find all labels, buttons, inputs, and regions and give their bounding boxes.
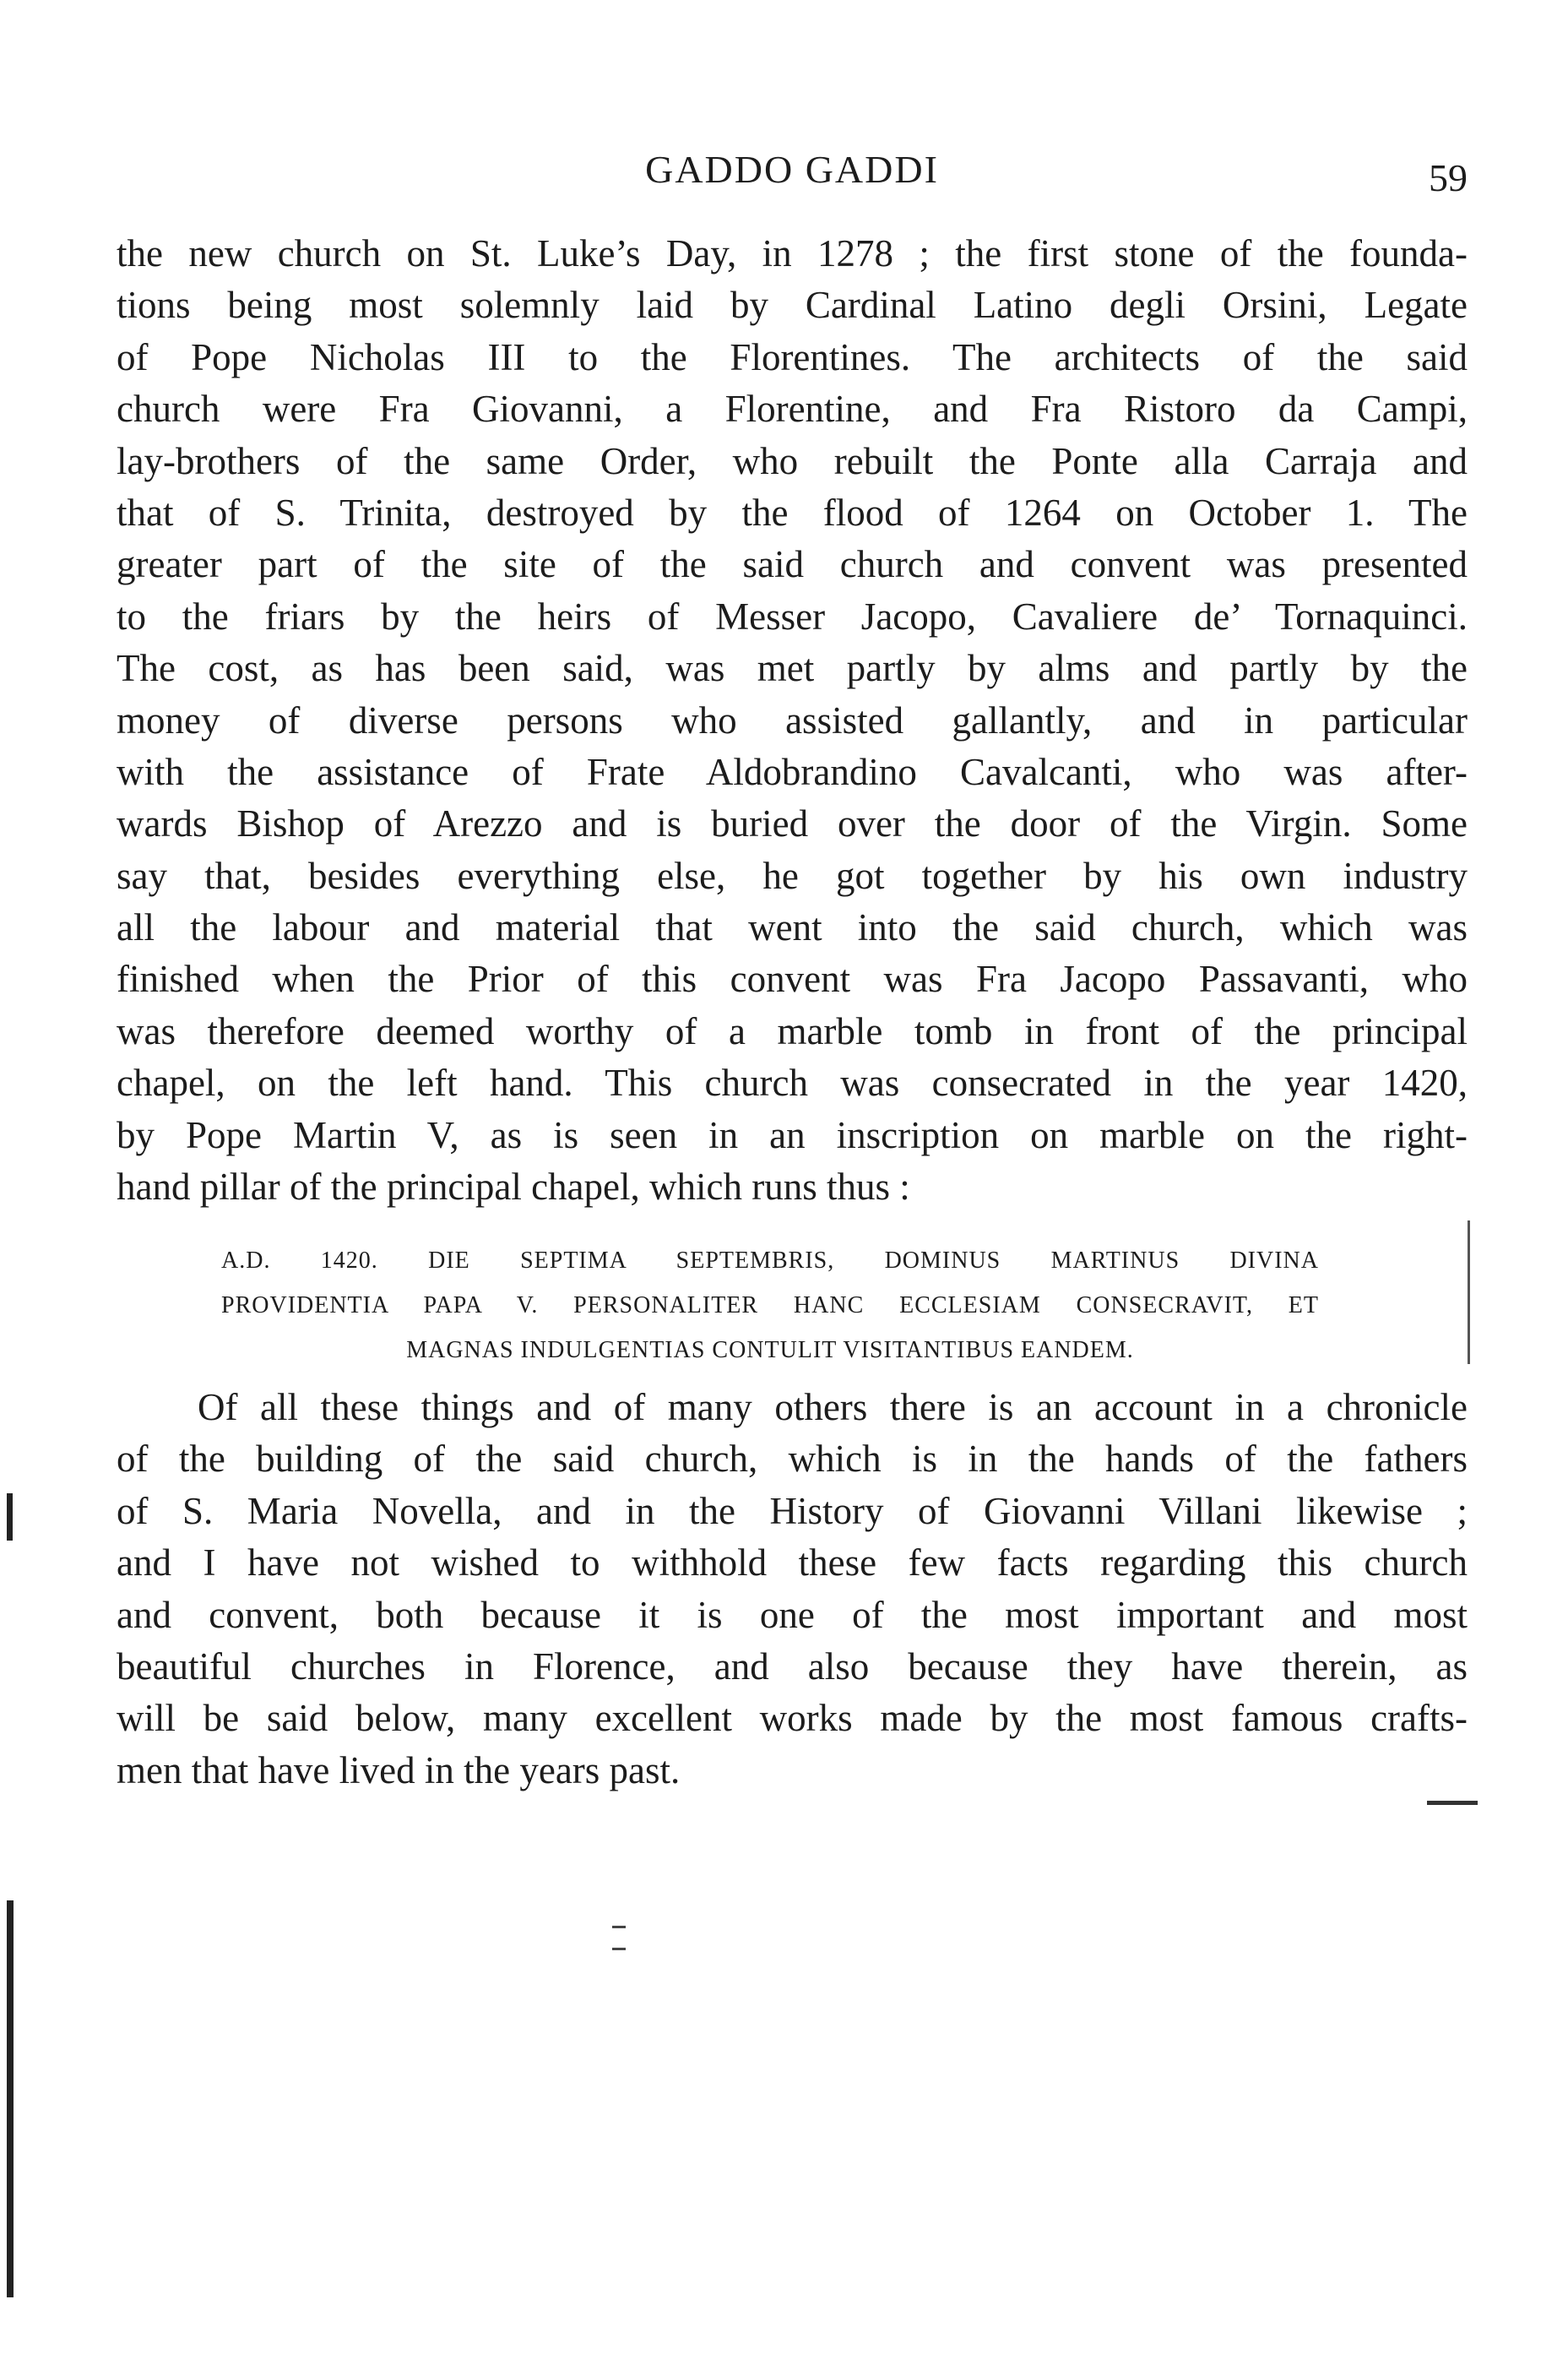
text-line: men that have lived in the years past.	[117, 1748, 681, 1791]
paragraph-1	[117, 228, 1468, 1213]
inscription-line: A.D. 1420. DIE SEPTIMA SEPTEMBRIS, DOMINUS MARTINUS DIVINA	[221, 1248, 1319, 1274]
text-line: that of S. Trinita, destroyed by the flood of 1264 on October 1. The	[117, 491, 1468, 534]
text-line: chapel, on the left hand. This church was consecrated in the year 1420,	[117, 1062, 1468, 1105]
inscription-block	[221, 1238, 1319, 1373]
text-line: tions being most solemnly laid by Cardinal Latino degli Orsini, Legate	[117, 284, 1468, 327]
page-header	[117, 144, 1468, 203]
text-line: money of diverse persons who assisted gallantly, and in particular	[117, 698, 1468, 742]
text-line: was therefore deemed worthy of a marble tomb in front of the principal	[117, 1009, 1468, 1052]
text-line: the new church on St. Luke’s Day, in 1278 ; the first stone of the founda-	[117, 232, 1468, 275]
running-title: GADDO GADDI	[645, 148, 939, 191]
text-line: wards Bishop of Arezzo and is buried over the door of the Virgin. Some	[117, 802, 1468, 845]
text-line: will be said below, many excellent works made by the most famous crafts-	[117, 1697, 1468, 1740]
text-line: say that, besides everything else, he got together by his own industry	[117, 854, 1468, 897]
text-line: lay-brothers of the same Order, who rebuilt the Ponte alla Carraja and	[117, 439, 1468, 482]
text-line: all the labour and material that went into the said church, which was	[117, 906, 1468, 949]
text-line: to the friars by the heirs of Messer Jacopo, Cavaliere de’ Tornaquinci.	[117, 595, 1468, 638]
inscription-line: PROVIDENTIA PAPA V. PERSONALITER HANC ECCLESIAM CONSECRAVIT, ET	[221, 1292, 1319, 1318]
text-line: church were Fra Giovanni, a Florentine, and Fra Ristoro da Campi,	[117, 388, 1468, 431]
text-line: and I have not wished to withhold these few facts regarding this church	[117, 1541, 1468, 1585]
margin-mark	[612, 1926, 626, 1928]
text-line: finished when the Prior of this convent was Fra Jacopo Passavanti, who	[117, 958, 1468, 1001]
margin-mark	[1427, 1801, 1478, 1805]
paragraph-2	[117, 1382, 1468, 1797]
margin-mark	[1468, 1220, 1470, 1364]
text-line: by Pope Martin V, as is seen in an inscription on marble on the right-	[117, 1113, 1468, 1156]
margin-mark	[7, 1493, 13, 1541]
text-line: and convent, both because it is one of the most important and most	[117, 1593, 1468, 1636]
text-line: of S. Maria Novella, and in the History of Giovanni Villani likewise ;	[117, 1489, 1468, 1532]
text-line: hand pillar of the principal chapel, which runs thus :	[117, 1166, 910, 1209]
text-line: greater part of the site of the said church and convent was presented	[117, 543, 1468, 586]
text-line: beautiful churches in Florence, and also because they have therein, as	[117, 1644, 1468, 1688]
text-line: of Pope Nicholas III to the Florentines. The architects of the said	[117, 335, 1468, 378]
text-line: The cost, as has been said, was met partly by alms and partly by the	[117, 647, 1468, 690]
page-number: 59	[1429, 156, 1468, 199]
text-line: Of all these things and of many others there is an account in a chronicle	[198, 1386, 1468, 1428]
margin-mark	[7, 1900, 14, 2297]
margin-mark	[612, 1948, 626, 1950]
text-line: of the building of the said church, which is in the hands of the fathers	[117, 1438, 1468, 1481]
inscription-line: MAGNAS INDULGENTIAS CONTULIT VISITANTIBUS EANDEM.	[406, 1337, 1134, 1363]
text-line: with the assistance of Frate Aldobrandino Cavalcanti, who was after-	[117, 750, 1468, 793]
